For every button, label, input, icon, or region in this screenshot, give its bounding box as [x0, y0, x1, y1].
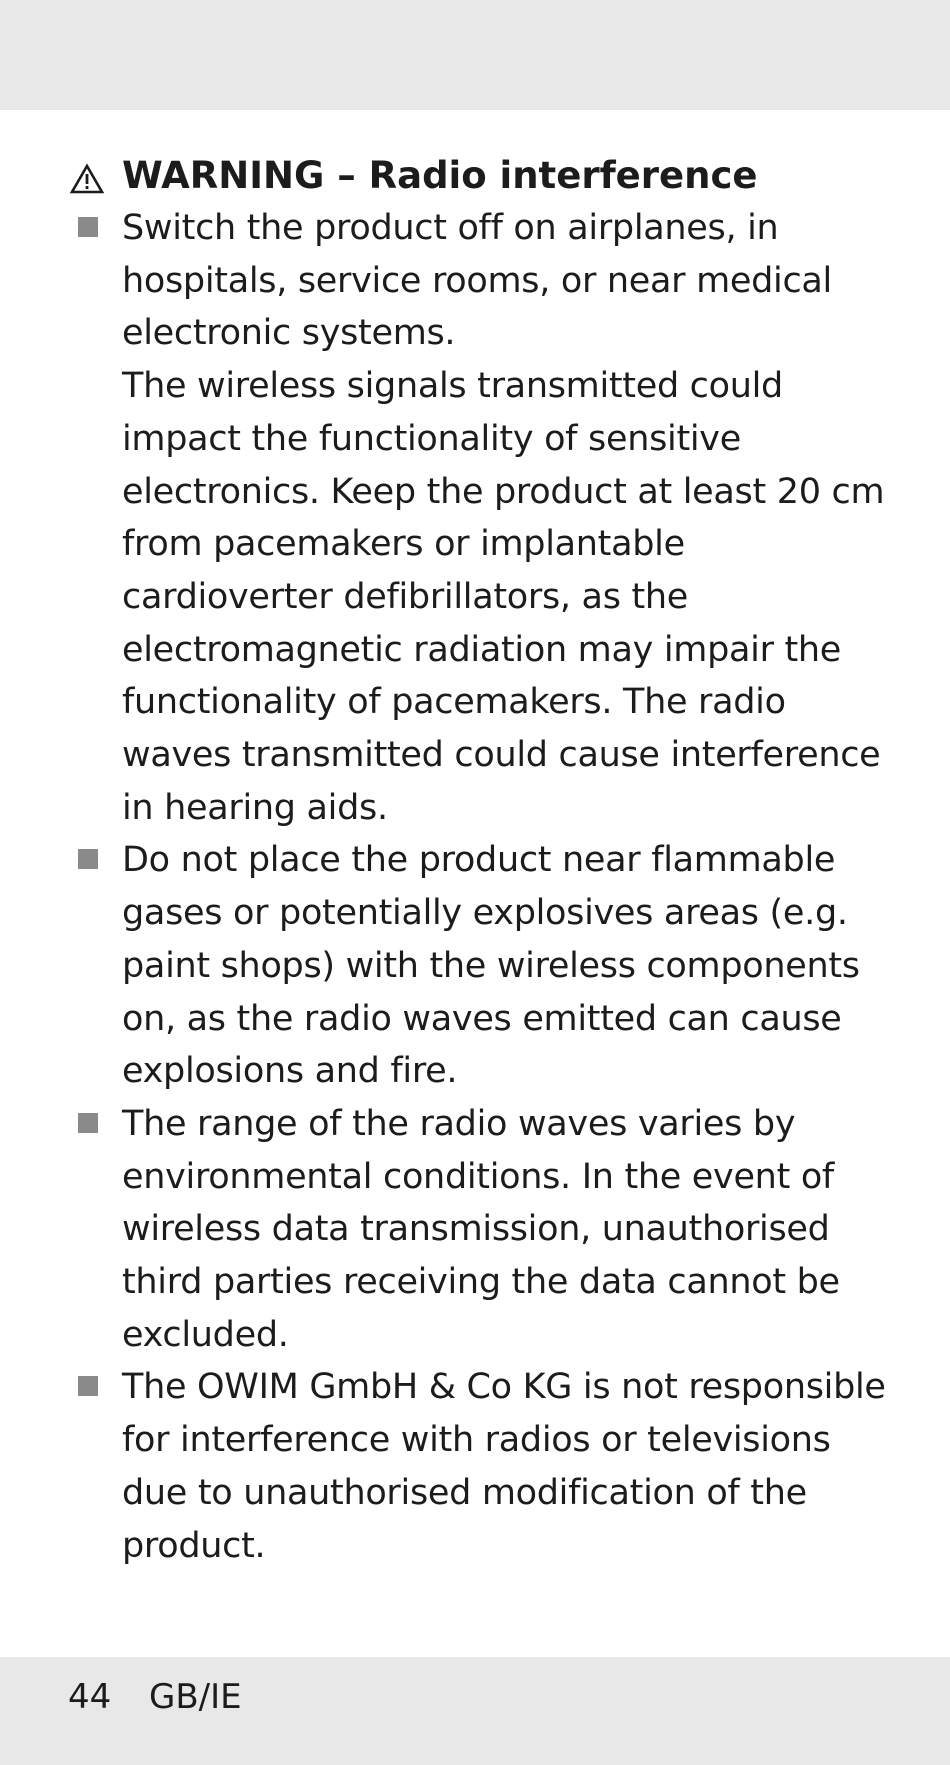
list-item: [0, 834, 902, 1098]
page-region: GB/IE: [149, 1677, 242, 1717]
square-bullet-icon: [78, 849, 98, 869]
warning-heading: [0, 150, 950, 202]
list-item: [0, 1361, 902, 1572]
heading-text: WARNING – Radio interference: [122, 154, 758, 197]
footer-band: [0, 1657, 950, 1765]
item-paragraph: The range of the radio waves varies by environmental conditions. In the event of wireless data transmission, unauthorised third parties receiving the data cannot be excluded.: [122, 1103, 840, 1355]
square-bullet-icon: [78, 1376, 98, 1396]
page-number: 44: [68, 1677, 112, 1717]
item-paragraph: Do not place the product near flammable gases or potentially explosives areas (e.g. paint shops) with the wireless components on, as the radio waves emitted can cause explosions and fire.: [122, 840, 860, 1092]
square-bullet-icon: [78, 217, 98, 237]
item-paragraph: The OWIM GmbH & Co KG is not responsible for interference with radios or televisions due to unauthorised modification of the product.: [122, 1367, 886, 1566]
list-item: [0, 1098, 902, 1362]
square-bullet-icon: [78, 1113, 98, 1133]
header-band: [0, 0, 950, 110]
item-paragraph: Switch the product off on airplanes, in hospitals, service rooms, or near medical electronic systems.: [122, 208, 832, 354]
item-paragraph: The wireless signals transmitted could impact the functionality of sensitive electronics. Keep the product at least 20 cm from pacemakers or implantable cardioverter defibrillators, as the electromagnetic radiation may impair the functionality of pacemakers. The radio waves transmitted could cause interference in hearing aids.: [122, 366, 885, 828]
list-item: [0, 202, 902, 834]
warning-triangle-icon: [69, 163, 105, 195]
warning-section: [0, 150, 950, 1572]
